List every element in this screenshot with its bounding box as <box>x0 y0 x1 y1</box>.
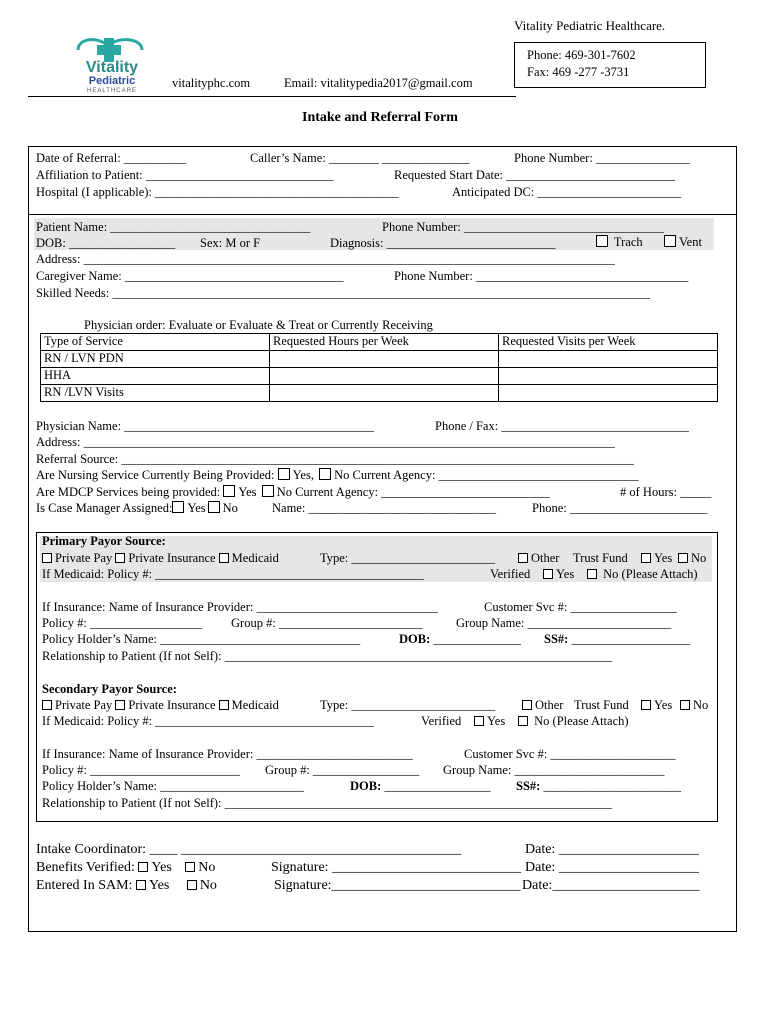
caller-name-field[interactable]: Caller’s Name: ________ ______________ <box>250 151 470 165</box>
primary-payor-options <box>42 551 279 566</box>
sam-no-checkbox[interactable] <box>187 880 197 890</box>
benefits-yes-checkbox[interactable] <box>138 862 148 872</box>
option-label: No <box>198 860 216 875</box>
benefits-no-checkbox[interactable] <box>185 862 195 872</box>
table-header: Requested Visits per Week <box>499 334 718 351</box>
option-label: Yes <box>654 698 673 712</box>
option-label: Other <box>531 551 560 565</box>
secondary-relationship-field[interactable]: Relationship to Patient (If not Self): ______________________________________________________________ <box>42 796 613 810</box>
secondary-ssn-field[interactable] <box>516 779 681 794</box>
nursing-no-checkbox[interactable] <box>319 468 331 480</box>
table-header: Requested Hours per Week <box>270 334 499 351</box>
secondary-medicaid-policy-field[interactable]: If Medicaid: Policy #: ___________________________________ <box>42 714 374 728</box>
anticipated-dc-field[interactable]: Anticipated DC: _______________________ <box>452 185 682 199</box>
secondary-payor-title: Secondary Payor Source: <box>42 682 177 696</box>
benefits-label: Benefits Verified: <box>36 860 135 875</box>
trust-yes-checkbox[interactable] <box>641 553 651 563</box>
secondary-payor-options <box>42 698 279 713</box>
ssn-label: SS#: <box>544 632 569 646</box>
cm-phone-field[interactable]: Phone: ______________________ <box>532 501 708 515</box>
mdcp-yes-checkbox[interactable] <box>223 485 235 497</box>
primary-other-option <box>518 551 559 566</box>
trach-label: Trach <box>613 235 643 249</box>
mdcp-agency-field[interactable]: No Current Agency: ___________________________ <box>276 485 550 499</box>
verified-no-checkbox[interactable] <box>518 716 528 726</box>
signature-field-1[interactable]: Signature: ___________________________ <box>271 860 522 875</box>
caregiver-name-field[interactable]: Caregiver Name: ___________________________________ <box>36 269 344 283</box>
visits-cell[interactable] <box>499 385 718 402</box>
physician-address-field[interactable]: Address: _____________________________________________________________________________________ <box>36 435 615 449</box>
secondary-verified-no <box>518 714 629 729</box>
primary-trust-yes <box>641 551 672 566</box>
secondary-trust-label: Trust Fund <box>574 698 629 712</box>
vent-option[interactable] <box>664 235 702 250</box>
option-label: Private Insurance <box>128 698 216 712</box>
option-label: Yes <box>148 878 170 893</box>
primary-other-checkbox[interactable] <box>518 553 528 563</box>
entered-sam <box>36 878 217 894</box>
secondary-cust-svc-field[interactable]: Customer Svc #: ____________________ <box>464 747 676 761</box>
svg-text:Pediatric: Pediatric <box>88 75 136 87</box>
company-fax: Fax: 469 -277 -3731 <box>527 65 630 79</box>
primary-trust-no <box>678 551 706 566</box>
option-label: No (Please Attach) <box>534 714 629 728</box>
table-row-label: RN / LVN PDN <box>41 351 270 368</box>
skilled-needs-field[interactable]: Skilled Needs: ______________________________________________________________________________________ <box>36 286 650 300</box>
physician-name-field[interactable]: Physician Name: ________________________________________ <box>36 419 375 433</box>
entered-label: Entered In SAM: <box>36 878 133 893</box>
dob-line: _________________ <box>384 779 491 793</box>
trust-no-checkbox[interactable] <box>680 700 690 710</box>
option-label: No <box>199 878 217 893</box>
affiliation-field[interactable]: Affiliation to Patient: ______________________________ <box>36 168 334 182</box>
section-divider <box>28 214 737 215</box>
svg-text:Vitality: Vitality <box>85 59 139 76</box>
primary-group-field[interactable]: Group #: _______________________ <box>231 616 423 630</box>
vent-checkbox[interactable] <box>664 235 676 247</box>
secondary-private-pay-checkbox[interactable] <box>42 700 52 710</box>
physician-order: Physician order: Evaluate or Evaluate & Treat or Currently Receiving <box>84 318 433 332</box>
primary-verified-yes <box>543 567 574 582</box>
primary-ins-provider-field[interactable]: If Insurance: Name of Insurance Provider: _____________________________ <box>42 600 438 614</box>
dob-line: ______________ <box>433 632 521 646</box>
option-label: Private Insurance <box>128 551 216 565</box>
mdcp-yes-label: Yes <box>238 485 257 499</box>
nursing-question-label: Are Nursing Service Currently Being Provided: <box>36 468 275 482</box>
verified-no-checkbox[interactable] <box>587 569 597 579</box>
hospital-field[interactable]: Hospital (I applicable): _______________________________________ <box>36 185 399 199</box>
company-name: Vitality Pediatric Healthcare. <box>514 18 666 33</box>
company-website: vitalityphc.com <box>172 76 251 90</box>
company-logo <box>64 34 160 96</box>
option-label: Medicaid <box>231 551 279 565</box>
primary-ssn-field[interactable] <box>544 632 690 647</box>
nursing-agency-field[interactable]: No Current Agency: ________________________________ <box>334 468 639 482</box>
ssn-line: ______________________ <box>543 779 681 793</box>
physician-phone-field[interactable]: Phone / Fax: ______________________________ <box>435 419 689 433</box>
primary-medicaid-checkbox[interactable] <box>219 553 229 563</box>
nursing-question <box>36 468 639 483</box>
primary-private-pay-checkbox[interactable] <box>42 553 52 563</box>
sam-yes-checkbox[interactable] <box>136 880 146 890</box>
secondary-trust-no <box>680 698 708 713</box>
primary-dob-field[interactable] <box>399 632 521 647</box>
cm-name-field[interactable]: Name: ______________________________ <box>272 501 496 515</box>
trach-checkbox[interactable] <box>596 235 608 247</box>
option-label: Yes <box>151 860 172 875</box>
trust-yes-checkbox[interactable] <box>641 700 651 710</box>
coordinator-date-field[interactable]: Date: ____________________ <box>525 842 699 857</box>
mdcp-question <box>36 485 550 500</box>
option-label: Yes <box>487 714 506 728</box>
primary-group-name-field[interactable]: Group Name: _______________________ <box>456 616 672 630</box>
dob-label: DOB: <box>399 632 431 646</box>
patient-address-field[interactable]: Address: _____________________________________________________________________________________ <box>36 252 615 266</box>
verified-yes-checkbox[interactable] <box>543 569 553 579</box>
dob-field[interactable]: DOB: _________________ <box>36 236 176 250</box>
option-label: Private Pay <box>55 698 113 712</box>
secondary-other-option <box>522 698 563 713</box>
benefits-verified <box>36 860 215 876</box>
table-row-label: RN /LVN Visits <box>41 385 270 402</box>
case-manager-question <box>36 501 238 516</box>
primary-cust-svc-field[interactable]: Customer Svc #: _________________ <box>484 600 677 614</box>
referral-source-field[interactable]: Referral Source: __________________________________________________________________________________ <box>36 452 634 466</box>
secondary-ins-provider-field[interactable]: If Insurance: Name of Insurance Provider: _________________________ <box>42 747 413 761</box>
secondary-type-field[interactable]: Type: _______________________ <box>320 698 496 712</box>
sex-field[interactable]: Sex: M or F <box>200 236 261 250</box>
primary-medicaid-policy-field[interactable]: If Medicaid: Policy #: ___________________________________________ <box>42 567 424 581</box>
secondary-medicaid-checkbox[interactable] <box>219 700 229 710</box>
contact-box <box>514 42 706 88</box>
option-label: No <box>691 551 707 565</box>
option-label: No (Please Attach) <box>603 567 698 581</box>
cm-no-label: No <box>222 501 238 515</box>
primary-verified-label: Verified <box>490 567 531 581</box>
secondary-policy-field[interactable]: Policy #: ________________________ <box>42 763 240 777</box>
secondary-dob-field[interactable] <box>350 779 491 794</box>
visits-cell[interactable] <box>499 351 718 368</box>
visits-cell[interactable] <box>499 368 718 385</box>
logo-heart-icon <box>64 34 160 96</box>
trach-option[interactable] <box>596 235 643 250</box>
ssn-label: SS#: <box>516 779 541 793</box>
hours-cell[interactable] <box>270 368 499 385</box>
intake-coordinator-field[interactable]: Intake Coordinator: ____ ________________________________________ <box>36 842 462 857</box>
mdcp-no-checkbox[interactable] <box>262 485 274 497</box>
dob-label: DOB: <box>350 779 382 793</box>
primary-policy-field[interactable]: Policy #: __________________ <box>42 616 203 630</box>
secondary-verified-label: Verified <box>421 714 462 728</box>
company-phone: Phone: 469-301-7602 <box>527 48 636 62</box>
caller-phone-field[interactable]: Phone Number: _______________ <box>514 151 690 165</box>
table-header: Type of Service <box>41 334 270 351</box>
cm-yes-label: Yes <box>187 501 206 515</box>
nursing-yes-label: Yes, <box>292 468 314 482</box>
cm-yes-checkbox[interactable] <box>172 501 184 513</box>
cm-no-checkbox[interactable] <box>208 501 220 513</box>
start-date-field[interactable]: Requested Start Date: ___________________________ <box>394 168 675 182</box>
option-label: No <box>693 698 709 712</box>
form-title: Intake and Referral Form <box>302 110 458 125</box>
primary-verified-no <box>587 567 698 582</box>
header-divider <box>28 96 516 97</box>
secondary-holder-field[interactable]: Policy Holder’s Name: _______________________ <box>42 779 304 793</box>
primary-relationship-field[interactable]: Relationship to Patient (If not Self): ______________________________________________________________ <box>42 649 613 663</box>
referral-date-field[interactable]: Date of Referral: __________ <box>36 151 187 165</box>
patient-name-field[interactable]: Patient Name: ________________________________ <box>36 220 311 234</box>
table-row-label: HHA <box>41 368 270 385</box>
option-label: Medicaid <box>231 698 279 712</box>
ssn-line: ___________________ <box>571 632 691 646</box>
mdcp-question-label: Are MDCP Services being provided: <box>36 485 221 499</box>
option-label: Private Pay <box>55 551 113 565</box>
mdcp-hours-field[interactable]: # of Hours: _____ <box>620 485 712 499</box>
primary-type-field[interactable]: Type: _______________________ <box>320 551 496 565</box>
verified-yes-checkbox[interactable] <box>474 716 484 726</box>
secondary-group-field[interactable]: Group #: _________________ <box>265 763 420 777</box>
patient-phone-field[interactable]: Phone Number: ________________________________ <box>382 220 664 234</box>
sam-date-field[interactable]: Date:_____________________ <box>522 878 700 893</box>
nursing-yes-checkbox[interactable] <box>278 468 290 480</box>
svg-text:HEALTHCARE: HEALTHCARE <box>87 88 137 94</box>
option-label: Yes <box>556 567 575 581</box>
cm-question-label: Is Case Manager Assigned: <box>36 501 173 515</box>
trust-no-checkbox[interactable] <box>678 553 688 563</box>
secondary-private-ins-checkbox[interactable] <box>115 700 125 710</box>
secondary-verified-yes <box>474 714 505 729</box>
primary-holder-field[interactable]: Policy Holder’s Name: ________________________________ <box>42 632 361 646</box>
hours-cell[interactable] <box>270 385 499 402</box>
secondary-group-name-field[interactable]: Group Name: ________________________ <box>443 763 665 777</box>
option-label: Yes <box>654 551 673 565</box>
primary-payor-title: Primary Payor Source: <box>42 534 166 548</box>
secondary-trust-yes <box>641 698 672 713</box>
diagnosis-field[interactable]: Diagnosis: ___________________________ <box>330 236 556 250</box>
benefits-date-field[interactable]: Date: ____________________ <box>525 860 699 875</box>
primary-private-ins-checkbox[interactable] <box>115 553 125 563</box>
secondary-other-checkbox[interactable] <box>522 700 532 710</box>
signature-field-2[interactable]: Signature:___________________________ <box>274 878 521 893</box>
hours-cell[interactable] <box>270 351 499 368</box>
option-label: Other <box>535 698 564 712</box>
primary-trust-label: Trust Fund <box>573 551 628 565</box>
company-email: Email: vitalitypedia2017@gmail.com <box>284 76 473 90</box>
caregiver-phone-field[interactable]: Phone Number: __________________________________ <box>394 269 689 283</box>
service-table <box>40 333 718 402</box>
vent-label: Vent <box>679 235 702 249</box>
